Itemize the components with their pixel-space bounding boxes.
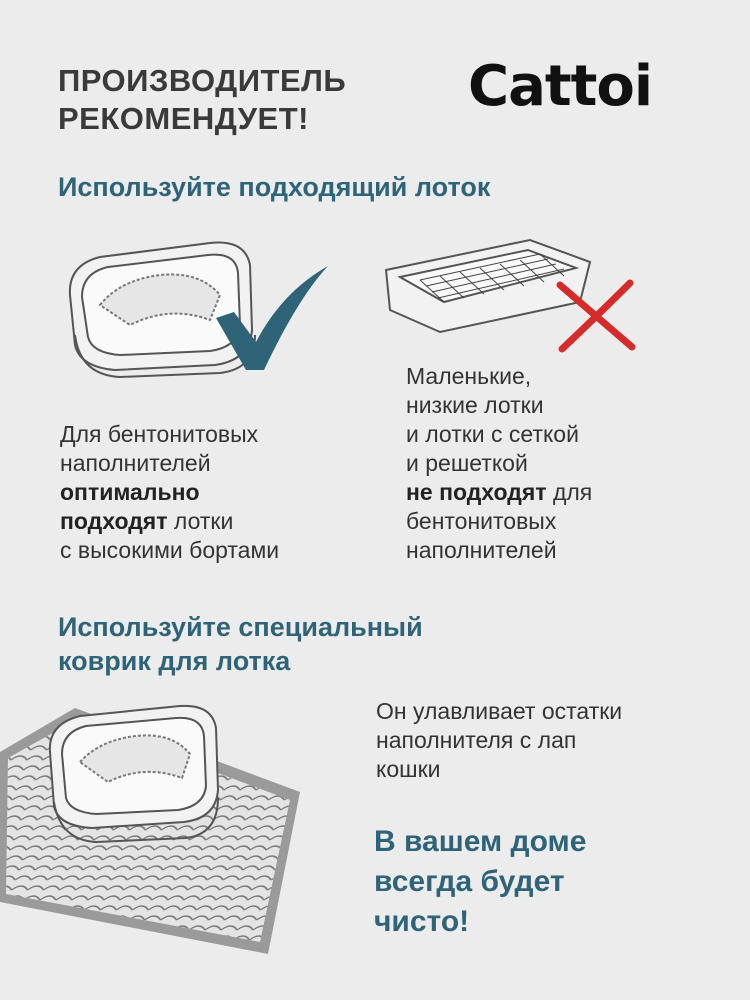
slogan-line3: чисто! [374,905,470,938]
cross-icon [552,275,640,357]
slogan-line2: всегда будет [374,865,565,898]
checkmark-icon [212,262,332,374]
header-title-line1: ПРОИЗВОДИТЕЛЬ [58,63,347,98]
bad-line4: и решеткой [406,450,528,476]
bad-line2: низкие лотки [406,392,544,418]
bad-line3: и лотки с сеткой [406,421,579,447]
brand-logo: Cattoi [468,54,653,119]
header-title [58,62,346,138]
mat-desc-line3: кошки [376,756,441,782]
litter-mat-illustration [0,702,320,960]
mat-desc-line1: Он улавливает остатки [376,698,623,724]
good-line3-bold: оптимально [60,479,200,505]
good-line2: наполнителей [60,450,211,476]
bad-line7: наполнителей [406,537,557,563]
mat-desc-line2: наполнителя с лап [376,727,577,753]
bad-box-description [406,362,592,565]
slogan-line1: В вашем доме [374,825,587,858]
bad-line5-bold: не подходят [406,479,547,505]
good-box-description [60,420,279,565]
mat-description [376,697,622,784]
section2-heading-line1: Используйте специальный [58,612,423,642]
bad-line5-rest: для [546,479,593,505]
section1-heading: Используйте подходящий лоток [58,172,491,202]
bad-line6: бентонитовых [406,508,557,534]
good-line4-rest: лотки [167,508,234,534]
slogan [374,822,586,942]
good-line1: Для бентонитовых [60,421,259,447]
section2-heading [58,610,423,678]
section2-heading-line2: коврик для лотка [58,646,291,676]
header-title-line2: РЕКОМЕНДУЕТ! [58,101,309,136]
bad-line1: Маленькие, [406,363,532,389]
good-line5: с высокими бортами [60,537,280,563]
good-line4-bold: подходят [60,508,168,534]
